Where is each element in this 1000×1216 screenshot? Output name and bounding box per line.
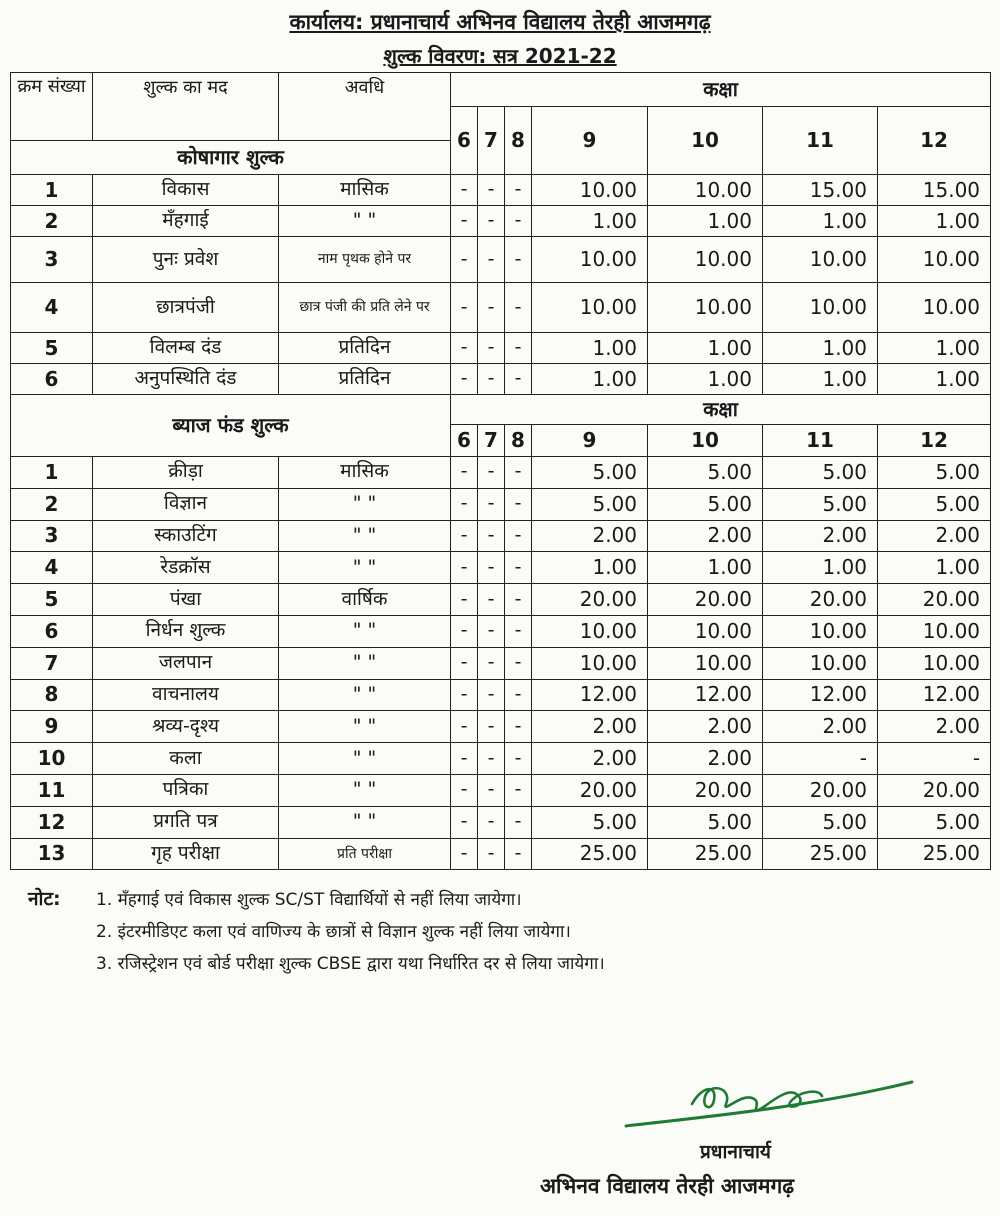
- cell-g11: 5.00: [763, 457, 878, 489]
- table-row: [11, 774, 991, 806]
- table-row: [11, 520, 991, 552]
- cell-g6: -: [451, 806, 478, 838]
- table-row: [11, 283, 991, 333]
- cell-g9: 10.00: [532, 283, 648, 333]
- grade-12: 12: [878, 107, 991, 175]
- cell-period: मासिक: [279, 175, 451, 206]
- cell-g10: 2.00: [648, 711, 763, 743]
- cell-g11: 25.00: [763, 838, 878, 870]
- cell-g11: 12.00: [763, 679, 878, 711]
- cell-g8: -: [505, 283, 532, 333]
- notes-label: नोट:: [28, 888, 61, 910]
- cell-sno: 4: [11, 283, 93, 333]
- header-period: अवधि: [279, 73, 451, 141]
- cell-item: स्काउटिंग: [93, 520, 279, 552]
- cell-g11: 1.00: [763, 333, 878, 364]
- cell-g7: -: [478, 175, 505, 206]
- cell-g9: 12.00: [532, 679, 648, 711]
- table-row: [11, 615, 991, 647]
- note-2: 2. इंटरमीडिएट कला एवं वाणिज्य के छात्रों से विज्ञान शुल्क नहीं लिया जायेगा।: [96, 921, 571, 942]
- cell-g10: 10.00: [648, 615, 763, 647]
- cell-g8: -: [505, 175, 532, 206]
- cell-g7: -: [478, 206, 505, 237]
- section-title-interest-fund: ब्याज फंड शुल्क: [11, 395, 451, 457]
- header-class: कक्षा: [451, 73, 991, 107]
- cell-item: निर्धन शुल्क: [93, 615, 279, 647]
- cell-g7: -: [478, 488, 505, 520]
- cell-g11: 2.00: [763, 520, 878, 552]
- cell-g8: -: [505, 838, 532, 870]
- cell-period: " ": [279, 647, 451, 679]
- cell-g11: 20.00: [763, 584, 878, 616]
- grade-6: 6: [451, 107, 478, 175]
- header-class-2: कक्षा: [451, 395, 991, 425]
- cell-sno: 7: [11, 647, 93, 679]
- cell-g11: 5.00: [763, 488, 878, 520]
- cell-period: " ": [279, 711, 451, 743]
- cell-g7: -: [478, 774, 505, 806]
- table-row: [11, 488, 991, 520]
- cell-g8: -: [505, 206, 532, 237]
- grade-10: 10: [648, 107, 763, 175]
- table-row: [11, 584, 991, 616]
- cell-period: मासिक: [279, 457, 451, 489]
- cell-g7: -: [478, 520, 505, 552]
- grade-9: 9: [532, 107, 648, 175]
- cell-item: विज्ञान: [93, 488, 279, 520]
- cell-g6: -: [451, 711, 478, 743]
- cell-g10: 12.00: [648, 679, 763, 711]
- cell-period: " ": [279, 206, 451, 237]
- cell-g10: 20.00: [648, 584, 763, 616]
- cell-item: वाचनालय: [93, 679, 279, 711]
- cell-g7: -: [478, 838, 505, 870]
- cell-sno: 8: [11, 679, 93, 711]
- cell-g7: -: [478, 647, 505, 679]
- note-1: 1. मँहगाई एवं विकास शुल्क SC/ST विद्यार्थियों से नहीं लिया जायेगा।: [96, 889, 522, 910]
- cell-g8: -: [505, 237, 532, 283]
- cell-g12: 10.00: [878, 283, 991, 333]
- cell-g9: 25.00: [532, 838, 648, 870]
- cell-g6: -: [451, 552, 478, 584]
- cell-g11: 10.00: [763, 283, 878, 333]
- cell-sno: 3: [11, 237, 93, 283]
- cell-g11: -: [763, 743, 878, 775]
- cell-g10: 10.00: [648, 283, 763, 333]
- cell-g8: -: [505, 615, 532, 647]
- cell-g6: -: [451, 237, 478, 283]
- cell-g10: 25.00: [648, 838, 763, 870]
- cell-g6: -: [451, 647, 478, 679]
- cell-item: प्रगति पत्र: [93, 806, 279, 838]
- cell-g7: -: [478, 711, 505, 743]
- cell-period: " ": [279, 552, 451, 584]
- cell-g6: -: [451, 206, 478, 237]
- cell-g9: 2.00: [532, 743, 648, 775]
- cell-g10: 20.00: [648, 774, 763, 806]
- table-row: [11, 679, 991, 711]
- cell-g6: -: [451, 615, 478, 647]
- cell-g11: 1.00: [763, 552, 878, 584]
- cell-g7: -: [478, 333, 505, 364]
- cell-g8: -: [505, 488, 532, 520]
- cell-item: क्रीड़ा: [93, 457, 279, 489]
- grade-9-2: 9: [532, 425, 648, 457]
- cell-period: नाम पृथक होने पर: [279, 237, 451, 283]
- cell-g12: 2.00: [878, 711, 991, 743]
- cell-g6: -: [451, 679, 478, 711]
- cell-sno: 1: [11, 457, 93, 489]
- cell-g8: -: [505, 774, 532, 806]
- cell-g11: 10.00: [763, 615, 878, 647]
- cell-g11: 5.00: [763, 806, 878, 838]
- cell-g6: -: [451, 838, 478, 870]
- cell-sno: 9: [11, 711, 93, 743]
- cell-g9: 2.00: [532, 711, 648, 743]
- cell-g12: 20.00: [878, 584, 991, 616]
- header-item: शुल्क का मद: [93, 73, 279, 141]
- grade-6-2: 6: [451, 425, 478, 457]
- principal-designation: प्रधानाचार्य: [700, 1141, 771, 1163]
- cell-g6: -: [451, 175, 478, 206]
- cell-period: छात्र पंजी की प्रति लेने पर: [279, 283, 451, 333]
- grade-10-2: 10: [648, 425, 763, 457]
- cell-g10: 10.00: [648, 237, 763, 283]
- table-row: [11, 552, 991, 584]
- cell-g11: 1.00: [763, 364, 878, 395]
- cell-g12: 1.00: [878, 333, 991, 364]
- cell-g12: 10.00: [878, 615, 991, 647]
- cell-sno: 12: [11, 806, 93, 838]
- section-title-treasury: कोषागार शुल्क: [11, 141, 451, 175]
- cell-g8: -: [505, 457, 532, 489]
- fee-table: [10, 72, 991, 870]
- cell-g9: 1.00: [532, 364, 648, 395]
- cell-sno: 6: [11, 615, 93, 647]
- cell-g12: 1.00: [878, 206, 991, 237]
- cell-g7: -: [478, 364, 505, 395]
- cell-g8: -: [505, 584, 532, 616]
- cell-period: " ": [279, 806, 451, 838]
- grade-8: 8: [505, 107, 532, 175]
- cell-item: अनुपस्थिति दंड: [93, 364, 279, 395]
- cell-g7: -: [478, 806, 505, 838]
- cell-g7: -: [478, 552, 505, 584]
- table-row: [11, 206, 991, 237]
- cell-item: रेडक्रॉस: [93, 552, 279, 584]
- cell-g12: 25.00: [878, 838, 991, 870]
- cell-period: प्रतिदिन: [279, 364, 451, 395]
- cell-period: " ": [279, 615, 451, 647]
- cell-g9: 10.00: [532, 615, 648, 647]
- header-serial: क्रम संख्या: [11, 73, 93, 141]
- cell-period: " ": [279, 743, 451, 775]
- cell-g8: -: [505, 333, 532, 364]
- table-row: [11, 237, 991, 283]
- cell-g6: -: [451, 520, 478, 552]
- cell-g7: -: [478, 237, 505, 283]
- cell-g8: -: [505, 364, 532, 395]
- cell-g12: 10.00: [878, 237, 991, 283]
- cell-g7: -: [478, 283, 505, 333]
- cell-g12: 15.00: [878, 175, 991, 206]
- cell-g10: 1.00: [648, 364, 763, 395]
- cell-g12: 5.00: [878, 488, 991, 520]
- cell-g7: -: [478, 679, 505, 711]
- table-row: [11, 333, 991, 364]
- table-row: [11, 806, 991, 838]
- cell-period: " ": [279, 774, 451, 806]
- cell-period: वार्षिक: [279, 584, 451, 616]
- cell-sno: 5: [11, 584, 93, 616]
- cell-g9: 20.00: [532, 774, 648, 806]
- cell-item: श्रव्य-दृश्य: [93, 711, 279, 743]
- cell-g9: 1.00: [532, 333, 648, 364]
- cell-g12: 1.00: [878, 552, 991, 584]
- cell-sno: 5: [11, 333, 93, 364]
- cell-g6: -: [451, 283, 478, 333]
- cell-g6: -: [451, 364, 478, 395]
- grade-7-2: 7: [478, 425, 505, 457]
- cell-g10: 2.00: [648, 520, 763, 552]
- cell-g10: 5.00: [648, 806, 763, 838]
- cell-item: पंखा: [93, 584, 279, 616]
- cell-g6: -: [451, 488, 478, 520]
- cell-item: पत्रिका: [93, 774, 279, 806]
- cell-g9: 10.00: [532, 237, 648, 283]
- cell-g9: 1.00: [532, 206, 648, 237]
- cell-g10: 2.00: [648, 743, 763, 775]
- cell-g12: 1.00: [878, 364, 991, 395]
- cell-g9: 2.00: [532, 520, 648, 552]
- table-row: [11, 364, 991, 395]
- table-row: [11, 711, 991, 743]
- cell-g6: -: [451, 457, 478, 489]
- cell-item: जलपान: [93, 647, 279, 679]
- cell-g9: 5.00: [532, 806, 648, 838]
- cell-g12: 5.00: [878, 457, 991, 489]
- cell-g12: 20.00: [878, 774, 991, 806]
- cell-period: " ": [279, 520, 451, 552]
- cell-sno: 2: [11, 488, 93, 520]
- cell-period: प्रतिदिन: [279, 333, 451, 364]
- cell-g10: 1.00: [648, 206, 763, 237]
- cell-g8: -: [505, 806, 532, 838]
- cell-g6: -: [451, 774, 478, 806]
- cell-sno: 13: [11, 838, 93, 870]
- cell-period: " ": [279, 679, 451, 711]
- cell-g11: 2.00: [763, 711, 878, 743]
- cell-item: कला: [93, 743, 279, 775]
- school-name: अभिनव विद्यालय तेरही आजमगढ़: [540, 1174, 795, 1198]
- cell-sno: 2: [11, 206, 93, 237]
- cell-g10: 1.00: [648, 552, 763, 584]
- cell-g9: 10.00: [532, 647, 648, 679]
- cell-item: विकास: [93, 175, 279, 206]
- cell-g12: 12.00: [878, 679, 991, 711]
- cell-sno: 6: [11, 364, 93, 395]
- table-row: [11, 743, 991, 775]
- cell-g11: 10.00: [763, 237, 878, 283]
- table-row: [11, 457, 991, 489]
- session-title: शुल्क विवरण: सत्र 2021-22: [383, 44, 617, 68]
- cell-g8: -: [505, 647, 532, 679]
- cell-sno: 1: [11, 175, 93, 206]
- cell-g10: 5.00: [648, 488, 763, 520]
- grade-8-2: 8: [505, 425, 532, 457]
- office-title: कार्यालय: प्रधानाचार्य अभिनव विद्यालय तेरही आजमगढ़: [289, 10, 711, 34]
- cell-g11: 20.00: [763, 774, 878, 806]
- signature-image: [622, 1064, 922, 1134]
- grade-11: 11: [763, 107, 878, 175]
- cell-g10: 5.00: [648, 457, 763, 489]
- cell-item: मँहगाई: [93, 206, 279, 237]
- cell-g9: 5.00: [532, 457, 648, 489]
- cell-g11: 15.00: [763, 175, 878, 206]
- cell-g9: 1.00: [532, 552, 648, 584]
- cell-g6: -: [451, 743, 478, 775]
- cell-item: पुनः प्रवेश: [93, 237, 279, 283]
- cell-g9: 5.00: [532, 488, 648, 520]
- cell-g8: -: [505, 743, 532, 775]
- cell-g10: 10.00: [648, 175, 763, 206]
- cell-g12: 2.00: [878, 520, 991, 552]
- cell-g9: 20.00: [532, 584, 648, 616]
- cell-g7: -: [478, 615, 505, 647]
- cell-g8: -: [505, 552, 532, 584]
- cell-g6: -: [451, 333, 478, 364]
- cell-period: " ": [279, 488, 451, 520]
- cell-g10: 10.00: [648, 647, 763, 679]
- cell-period: प्रति परीक्षा: [279, 838, 451, 870]
- grade-12-2: 12: [878, 425, 991, 457]
- cell-g8: -: [505, 520, 532, 552]
- grade-11-2: 11: [763, 425, 878, 457]
- cell-g8: -: [505, 711, 532, 743]
- cell-sno: 4: [11, 552, 93, 584]
- cell-sno: 10: [11, 743, 93, 775]
- cell-g11: 1.00: [763, 206, 878, 237]
- cell-g8: -: [505, 679, 532, 711]
- cell-sno: 3: [11, 520, 93, 552]
- table-row: [11, 647, 991, 679]
- cell-g7: -: [478, 743, 505, 775]
- cell-g7: -: [478, 457, 505, 489]
- cell-g12: 10.00: [878, 647, 991, 679]
- table-row: [11, 838, 991, 870]
- cell-g12: -: [878, 743, 991, 775]
- cell-g11: 10.00: [763, 647, 878, 679]
- note-3: 3. रजिस्ट्रेशन एवं बोर्ड परीक्षा शुल्क CBSE द्वारा यथा निर्धारित दर से लिया जायेगा।: [96, 953, 605, 974]
- cell-g7: -: [478, 584, 505, 616]
- cell-g9: 10.00: [532, 175, 648, 206]
- grade-7: 7: [478, 107, 505, 175]
- cell-g10: 1.00: [648, 333, 763, 364]
- cell-g6: -: [451, 584, 478, 616]
- cell-item: छात्रपंजी: [93, 283, 279, 333]
- cell-g12: 5.00: [878, 806, 991, 838]
- notes: [28, 882, 988, 978]
- cell-sno: 11: [11, 774, 93, 806]
- table-row: [11, 175, 991, 206]
- cell-item: गृह परीक्षा: [93, 838, 279, 870]
- cell-item: विलम्ब दंड: [93, 333, 279, 364]
